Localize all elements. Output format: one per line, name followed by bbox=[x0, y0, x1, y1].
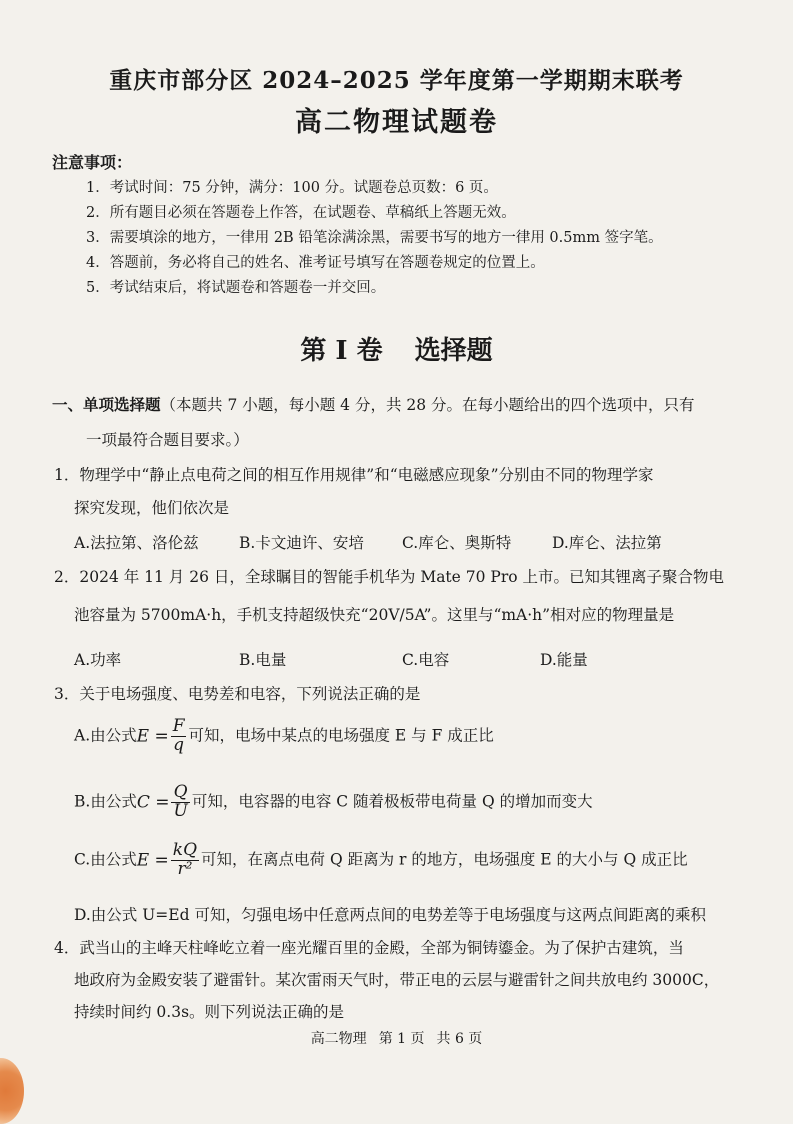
q1-option-a: A.法拉第、洛伦兹 bbox=[74, 534, 199, 552]
q1-stem-cont: 探究发现，他们依次是 bbox=[74, 499, 230, 517]
q3-stem: 3．关于电场强度、电势差和电容，下列说法正确的是 bbox=[54, 685, 421, 703]
q3-a-text: 可知，电场中某点的电场强度 E 与 F 成正比 bbox=[188, 726, 494, 745]
q3-b-prefix: B.由公式 bbox=[74, 792, 137, 811]
corner-stain bbox=[0, 1058, 24, 1124]
q1-stem: 1．物理学中“静止点电荷之间的相互作用规律”和“电磁感应现象”分别由不同的物理学家 bbox=[54, 466, 654, 484]
q3-option-a bbox=[74, 718, 494, 755]
q3-c-fraction bbox=[171, 842, 199, 879]
notice-item: 2．所有题目必须在答题卷上作答，在试题卷、草稿纸上答题无效。 bbox=[86, 205, 516, 221]
q4-stem-cont2: 持续时间约 0.3s。则下列说法正确的是 bbox=[74, 1003, 345, 1021]
section-part: 第 I 卷 bbox=[300, 336, 383, 366]
section-title bbox=[0, 330, 793, 367]
q3-b-den: U bbox=[173, 800, 188, 821]
q2-option-b: B.电量 bbox=[239, 651, 287, 669]
part1-desc: （本题共 7 小题，每小题 4 分，共 28 分。在每小题给出的四个选项中，只有 bbox=[160, 396, 695, 414]
q3-b-num: Q bbox=[171, 784, 189, 803]
q3-c-lhs: E = bbox=[136, 850, 169, 871]
q2-stem-cont: 池容量为 5700mA·h，手机支持超级快充“20V/5A”。这里与“mA·h”相对应的物理量是 bbox=[74, 606, 675, 624]
q3-a-den: q bbox=[173, 734, 185, 755]
q3-b-fraction bbox=[171, 784, 189, 821]
part1-desc-cont: 一项最符合题目要求。） bbox=[86, 431, 249, 449]
q3-option-d: D.由公式 U=Ed 可知，匀强电场中任意两点间的电势差等于电场强度与这两点间距离的乘积 bbox=[74, 906, 706, 924]
q3-option-b bbox=[74, 784, 593, 821]
notice-item: 5．考试结束后，将试题卷和答题卷一并交回。 bbox=[86, 280, 386, 296]
q1-option-c: C.库仑、奥斯特 bbox=[402, 534, 512, 552]
q3-b-lhs: C = bbox=[136, 792, 170, 813]
q3-a-prefix: A.由公式 bbox=[74, 726, 137, 745]
q3-a-lhs: E = bbox=[136, 726, 169, 747]
q4-stem-cont: 地政府为金殿安装了避雷针。某次雷雨天气时，带正电的云层与避雷针之间共放电约 3000C， bbox=[74, 971, 720, 989]
q4-stem: 4．武当山的主峰天柱峰屹立着一座光耀百里的金殿，全部为铜铸鎏金。为了保护古建筑，当 bbox=[54, 939, 684, 957]
exam-title: 重庆市部分区 2024–2025 学年度第一学期期末联考 bbox=[109, 67, 684, 94]
notice-heading: 注意事项： bbox=[52, 153, 133, 172]
q3-c-prefix: C.由公式 bbox=[74, 850, 137, 869]
exam-subtitle: 高二物理试题卷 bbox=[295, 107, 498, 138]
part1-heading: 一、单项选择题 bbox=[52, 395, 161, 414]
q1-option-b: B.卡文迪许、安培 bbox=[239, 534, 364, 552]
footer-page: 第 1 页 bbox=[378, 1031, 425, 1047]
q1-option-d: D.库仑、法拉第 bbox=[552, 534, 662, 552]
q3-b-text: 可知，电容器的电容 C 随着极板带电荷量 Q 的增加而变大 bbox=[191, 792, 593, 811]
notice-item: 1．考试时间：75 分钟，满分：100 分。试题卷总页数：6 页。 bbox=[86, 180, 498, 196]
notice-item: 4．答题前，务必将自己的姓名、准考证号填写在答题卷规定的位置上。 bbox=[86, 255, 545, 271]
footer-subject: 高二物理 bbox=[310, 1031, 367, 1047]
q2-stem: 2．2024 年 11 月 26 日，全球瞩目的智能手机华为 Mate 70 Pro 上市。已知其锂离子聚合物电 bbox=[54, 568, 725, 586]
q2-option-a: A.功率 bbox=[74, 651, 122, 669]
q2-option-c: C.电容 bbox=[402, 651, 450, 669]
part1-heading-line bbox=[52, 393, 695, 415]
q3-c-num: kQ bbox=[172, 840, 198, 860]
page-footer bbox=[0, 1028, 793, 1048]
q3-c-text: 可知，在离点电荷 Q 距离为 r 的地方，电场强度 E 的大小与 Q 成正比 bbox=[201, 850, 688, 869]
q3-a-num: F bbox=[172, 716, 185, 736]
q3-c-den: r² bbox=[177, 858, 193, 879]
section-name: 选择题 bbox=[414, 336, 493, 366]
q3-a-fraction bbox=[171, 718, 187, 755]
q2-option-d: D.能量 bbox=[540, 651, 588, 669]
notice-item: 3．需要填涂的地方，一律用 2B 铅笔涂满涂黑，需要书写的地方一律用 0.5mm 签字笔。 bbox=[86, 230, 663, 246]
footer-total: 共 6 页 bbox=[436, 1031, 483, 1047]
q3-option-c bbox=[74, 842, 688, 879]
